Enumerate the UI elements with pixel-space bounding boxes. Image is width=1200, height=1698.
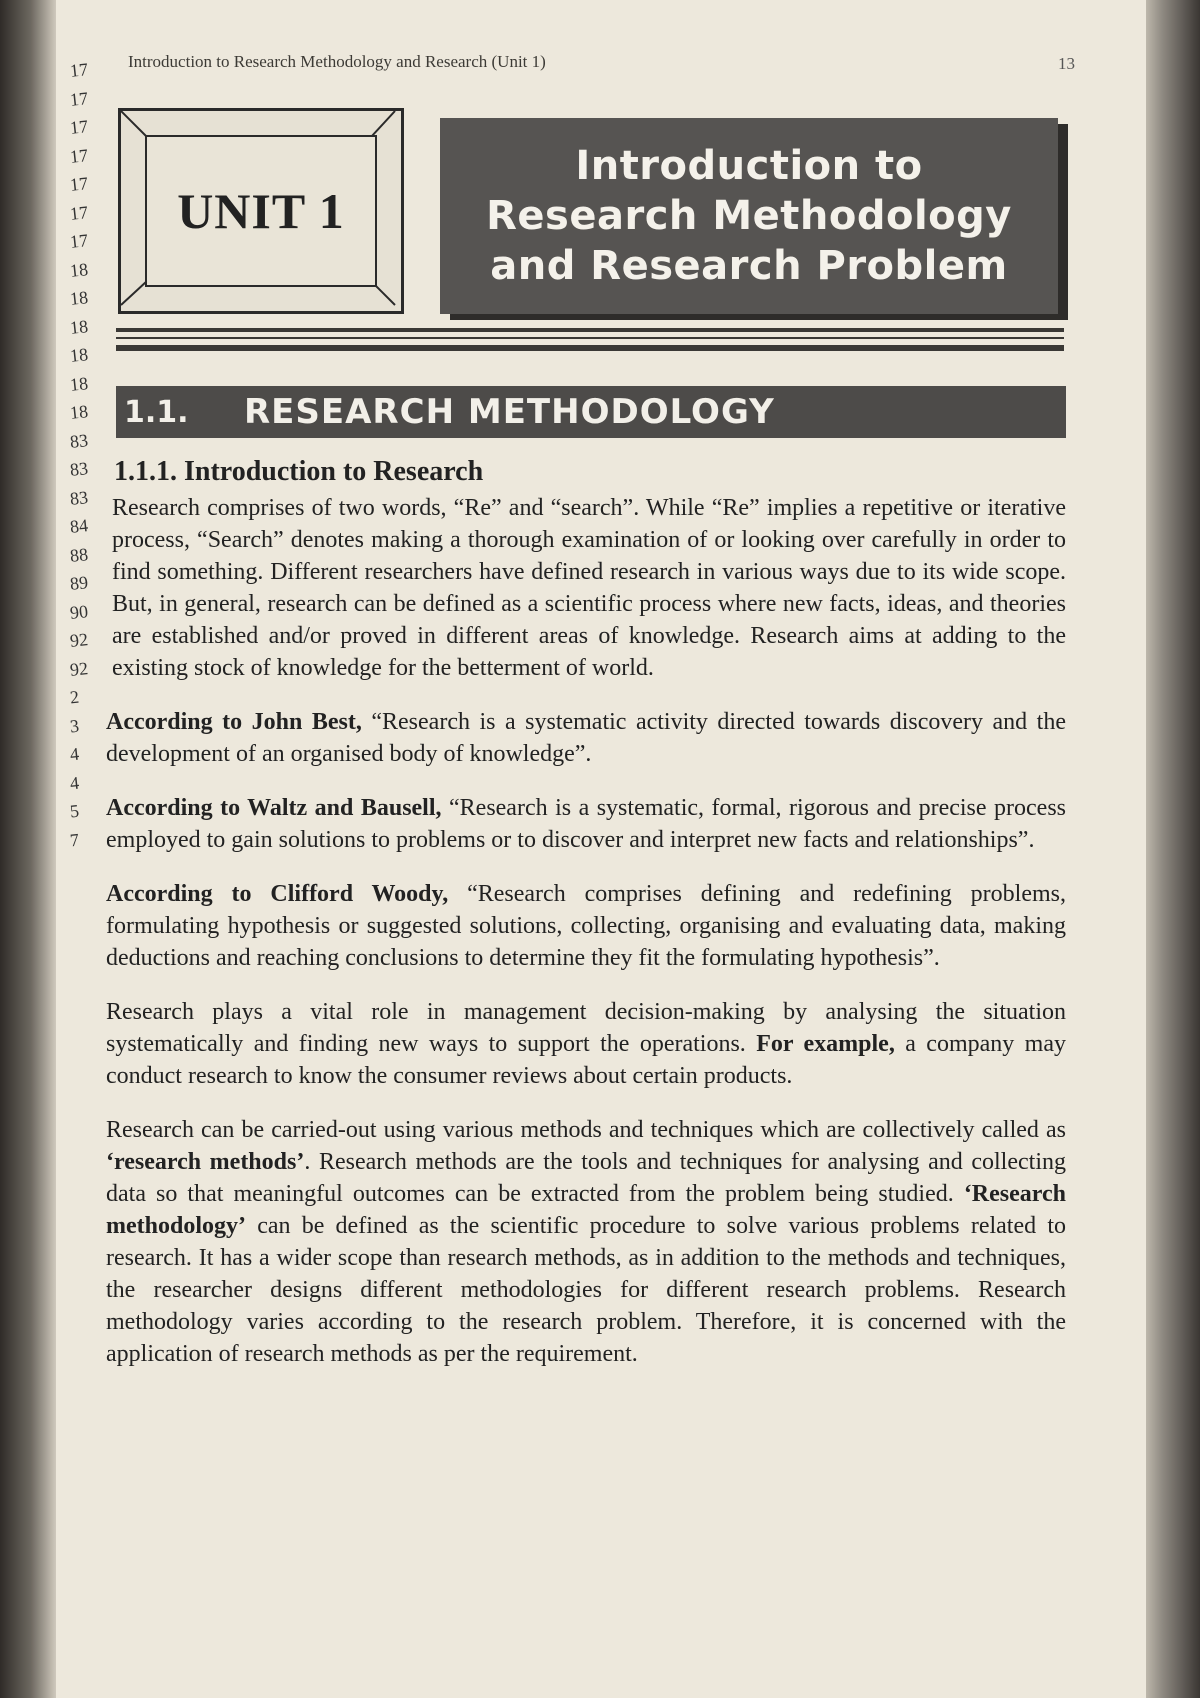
adjacent-page-number: 3 — [68, 715, 80, 736]
divider-rule — [116, 337, 1064, 339]
section-title: RESEARCH METHODOLOGY — [244, 392, 775, 432]
adjacent-page-number: 5 — [68, 800, 80, 822]
adjacent-page-number: 89 — [68, 572, 89, 594]
adjacent-page-number: 84 — [68, 515, 89, 537]
adjacent-page-number: 17 — [68, 116, 89, 138]
adjacent-page-number: 7 — [68, 829, 80, 850]
text-run: . Research methods are the tools and techniques for analysing and collecting data so that meaningful outcomes can be extracted from the problem being studied. — [106, 1149, 1066, 1207]
adjacent-page-number: 18 — [68, 401, 89, 423]
paragraph-role — [106, 996, 1066, 1092]
adjacent-page-number: 17 — [68, 59, 89, 81]
book-spine-shadow — [0, 0, 56, 1698]
unit-title-line: and Research Problem — [490, 243, 1008, 289]
quote-text: “Research comprises defining and redefining problems, formulating hypothesis or suggested solutions, collecting, organising and evaluating data, making deductions and reaching conclusions to determine they fit the formulating hypothesis”. — [106, 881, 1067, 971]
adjacent-page-number: 18 — [68, 258, 89, 281]
adjacent-page-number: 4 — [68, 743, 80, 765]
quote-text: “Research is a systematic, formal, rigorous and precise process employed to gain solutions to problems or to discover and interpret new facts and relationships”. — [106, 795, 1066, 853]
section-heading-bar — [116, 386, 1066, 438]
unit-box-inner — [145, 135, 377, 287]
quote-john-best — [106, 706, 1066, 770]
text-run: a company may conduct research to know the consumer reviews about certain products. — [106, 1031, 1066, 1089]
text-run: Research can be carried-out using various methods and techniques which are collectively called as — [106, 1117, 1066, 1143]
text-run: Research plays a vital role in management decision-making by analysing the situation systematically and finding new ways to support the operations. — [106, 999, 1066, 1057]
paragraph-methods — [106, 1114, 1066, 1370]
page-edge-shadow — [1146, 0, 1200, 1698]
unit-box — [118, 108, 404, 314]
unit-title — [486, 141, 1012, 291]
divider-rule — [116, 328, 1064, 332]
adjacent-page-number: 88 — [68, 543, 89, 566]
subsection-heading: 1.1.1. Introduction to Research — [114, 456, 484, 487]
adjacent-page-number: 18 — [68, 315, 89, 338]
adjacent-page-number: 90 — [68, 600, 89, 623]
text-run-bold: ‘Research methodology’ — [106, 1181, 1066, 1239]
quote-waltz-bausell — [106, 792, 1066, 856]
adjacent-page-number: 92 — [68, 629, 89, 651]
quote-text: “Research is a systematic activity directed towards discovery and the development of an organised body of knowledge”. — [106, 709, 1067, 767]
page-number: 13 — [1058, 54, 1075, 73]
text-run-bold: For example, — [756, 1031, 895, 1057]
section-number: 1.1. — [124, 394, 189, 430]
adjacent-page-number: 17 — [68, 87, 89, 110]
adjacent-page-number: 18 — [68, 372, 89, 395]
adjacent-page-number: 17 — [68, 173, 89, 195]
text-run-bold: ‘research methods’ — [106, 1149, 305, 1175]
adjacent-page-number: 83 — [68, 458, 89, 480]
adjacent-page-number: 2 — [68, 686, 80, 708]
adjacent-page-number: 18 — [68, 344, 89, 366]
running-head: Introduction to Research Methodology and Research (Unit 1) — [128, 52, 546, 71]
body-text — [106, 454, 1066, 1392]
quote-author: According to Clifford Woody, — [106, 881, 449, 907]
quote-clifford-woody — [106, 878, 1066, 974]
unit-title-line: Introduction to — [575, 143, 923, 189]
unit-title-line: Research Methodology — [486, 193, 1012, 239]
quote-author: According to Waltz and Bausell, — [106, 795, 442, 821]
adjacent-page-number: 18 — [68, 287, 89, 309]
text-run: can be defined as the scientific procedure to solve various problems related to research. It has a wider scope than research methods, as in addition to the methods and techniques, the researcher designs different methodologies for different research problems. Research methodology varies according to the research problem. Therefore, it is concerned with the application of research methods as per the requirement. — [106, 1213, 1066, 1367]
adjacent-page-number: 17 — [68, 201, 89, 224]
adjacent-page-number: 4 — [68, 772, 80, 793]
adjacent-page-number: 83 — [68, 486, 89, 509]
adjacent-page-number: 17 — [68, 230, 89, 252]
quote-author: According to John Best, — [106, 709, 362, 735]
unit-label: UNIT 1 — [177, 183, 345, 239]
adjacent-page-number: 17 — [68, 144, 89, 167]
adjacent-page-number: 92 — [68, 657, 89, 680]
unit-title-box — [440, 118, 1058, 314]
paragraph-intro: Research comprises of two words, “Re” and “search”. While “Re” implies a repetitive or iterative process, “Search” denotes making a thorough examination of or looking over carefully in order to find something. Different researchers have defined research in various ways due to its wide scope. But, in general, research can be defined as a scientific process where new facts, ideas, and theories are established and/or proved in different areas of knowledge. Research aims at adding to the existing stock of knowledge for the betterment of world. — [112, 495, 1066, 681]
adjacent-page-number: 83 — [68, 429, 89, 452]
divider-rule — [116, 345, 1064, 351]
